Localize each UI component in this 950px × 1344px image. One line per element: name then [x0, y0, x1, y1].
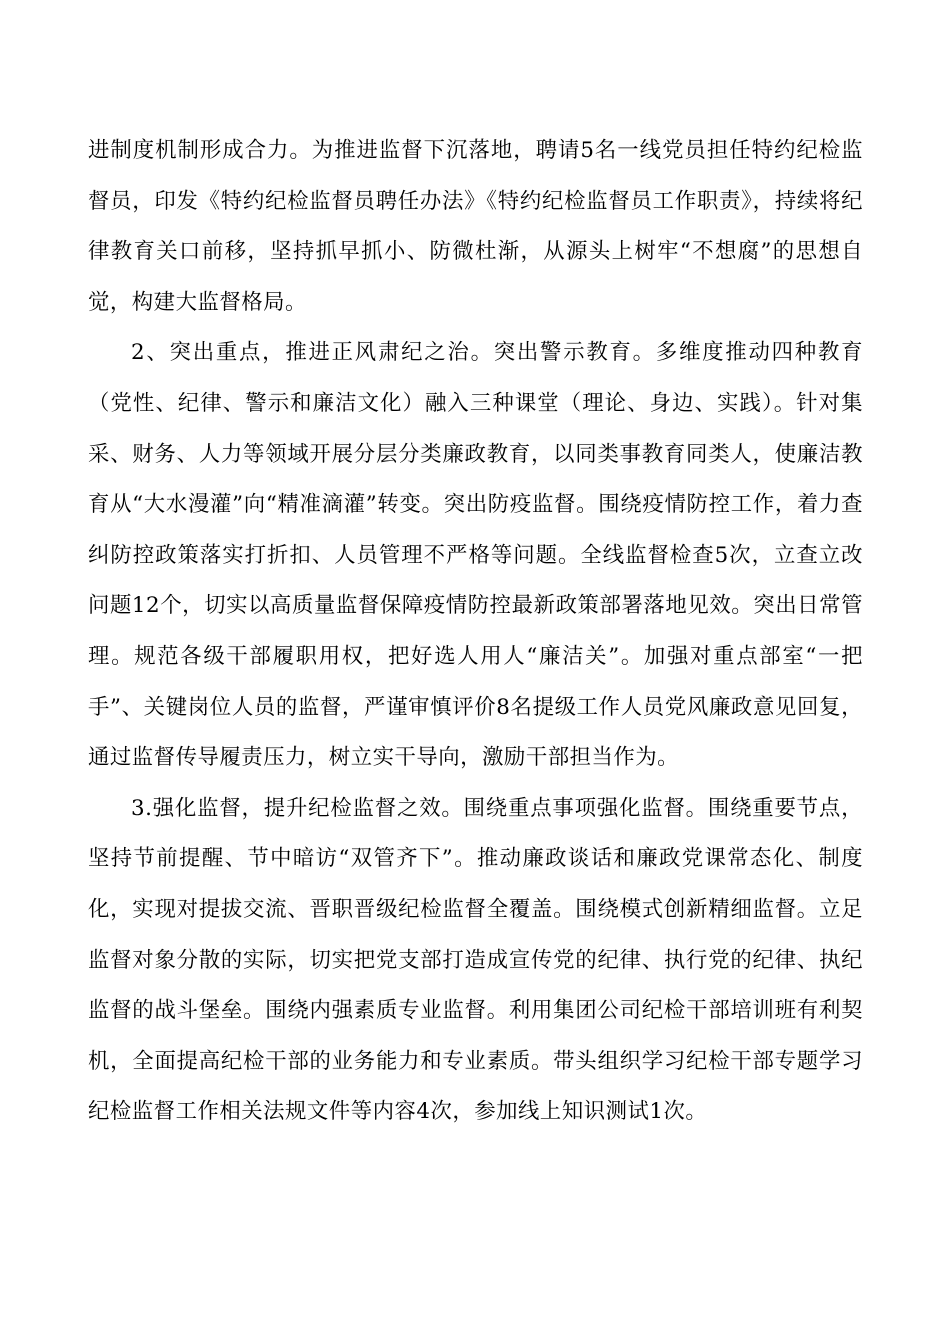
- paragraph-continuation: 进制度机制形成合力。为推进监督下沉落地，聘请5名一线党员担任特约纪检监督员，印发《特约纪检监督员聘任办法》《特约纪检监督员工作职责》，持续将纪律教育关口前移，坚持抓早抓小、防微杜渐，从源头上树牢“不想腐”的思想自觉，构建大监督格局。: [88, 138, 863, 315]
- paragraph-section-2: 2、突出重点，推进正风肃纪之治。突出警示教育。多维度推动四种教育（党性、纪律、警示和廉洁文化）融入三种课堂（理论、身边、实践）。针对集采、财务、人力等领域开展分层分类廉政教育，以同类事教育同类人，使廉洁教育从“大水漫灌”向“精准滴灌”转变。突出防疫监督。围绕疫情防控工作，着力查纠防控政策落实打折扣、人员管理不严格等问题。全线监督检查5次，立查立改问题12个，切实以高质量监督保障疫情防控最新政策部署落地见效。突出日常管理。规范各级干部履职用权，把好选人用人“廉洁关”。加强对重点部室“一把手”、关键岗位人员的监督，严谨审慎评价8名提级工作人员党风廉政意见回复，通过监督传导履责压力，树立实干导向，激励干部担当作为。: [88, 340, 863, 771]
- paragraph-section-3: 3.强化监督，提升纪检监督之效。围绕重点事项强化监督。围绕重要节点，坚持节前提醒、节中暗访“双管齐下”。推动廉政谈话和廉政党课常态化、制度化，实现对提拔交流、晋职晋级纪检监督全覆盖。围绕模式创新精细监督。立足监督对象分散的实际，切实把党支部打造成宣传党的纪律、执行党的纪律、执纪监督的战斗堡垒。围绕内强素质专业监督。利用集团公司纪检干部培训班有利契机，全面提高纪检干部的业务能力和专业素质。带头组织学习纪检干部专题学习纪检监督工作相关法规文件等内容4次，参加线上知识测试1次。: [88, 795, 863, 1125]
- document-page: [88, 126, 863, 1138]
